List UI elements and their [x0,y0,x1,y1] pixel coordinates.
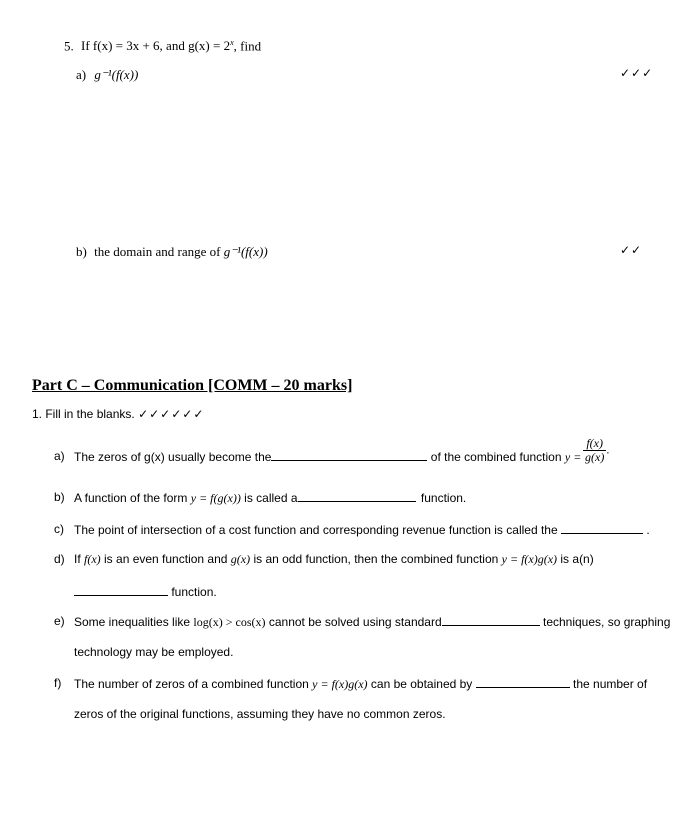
exponent: x [230,38,234,47]
item-b-eq: y = f(g(x)) [190,491,241,505]
fraction-numerator: f(x) [583,437,606,451]
item-e-mid: cannot be solved using standard [268,615,442,629]
question-stem-text: If f(x) = 3x + 6, and g(x) = 2 [81,38,231,54]
blank-f[interactable] [476,676,570,688]
part-text: the domain and range of [94,244,221,259]
item-a-eq: y = [564,450,582,464]
item-e [74,614,670,630]
item-b-mid: is called a [244,491,298,505]
item-b-post: function. [420,491,467,505]
item-e-label: e) [54,614,65,628]
item-a-pre: The zeros of g(x) usually become the [74,450,272,464]
question-1-text: 1. Fill in the blanks. [32,407,135,421]
item-c-end: . [646,523,650,537]
item-d [74,552,594,567]
marks-ticks-5a: ✓✓✓ [620,66,654,80]
question-5b [76,244,268,260]
marks-ticks-5b: ✓✓ [620,243,643,257]
item-d-mid2: is an odd function, then the combined function [253,552,499,566]
item-c-label: c) [54,522,64,536]
question-5-stem [64,38,261,54]
item-d-line2 [74,584,217,599]
blank-a[interactable] [271,449,427,461]
question-1-label [32,407,204,421]
item-d-line2-text: function. [171,585,217,599]
part-label: b) [76,244,87,259]
item-d-pre: If [74,552,81,566]
item-a [74,449,581,465]
item-e-line2: technology may be employed. [74,645,234,659]
item-f-eq: y = f(x)g(x) [312,677,368,691]
item-c [74,522,650,537]
part-label: a) [76,67,87,82]
fraction-denominator: g(x) [585,450,605,464]
item-b-pre: A function of the form [74,491,188,505]
part-expression: g⁻¹(f(x)) [94,67,139,82]
item-b-label: b) [54,490,65,504]
item-f-post: the number of [573,677,648,691]
item-d-mid1: is an even function and [104,552,228,566]
item-f-mid: can be obtained by [370,677,473,691]
item-e-pre: Some inequalities like [74,615,191,629]
blank-d[interactable] [74,584,168,596]
item-d-eq: y = f(x)g(x) [501,552,558,566]
period: . [606,442,610,457]
question-number: 5. [64,38,74,54]
item-f-pre: The number of zeros of a combined function [74,677,309,691]
item-f-line2: zeros of the original functions, assuming they have no common zeros. [74,707,446,721]
item-d-fx: f(x) [84,552,101,566]
item-c-pre: The point of intersection of a cost function and corresponding revenue function is called the [74,523,558,537]
item-d-label: d) [54,552,65,566]
item-d-gx: g(x) [230,552,251,566]
item-d-end: is a(n) [560,552,594,566]
marks-ticks-c1: ✓✓✓✓✓✓ [138,407,205,421]
item-e-ineq: log(x) > cos(x) [193,615,266,629]
question-5a [76,67,138,83]
item-f [74,676,647,692]
item-a-label: a) [54,449,65,463]
blank-c[interactable] [561,522,643,534]
item-a-post: of the combined function [430,450,562,464]
blank-b[interactable] [298,490,416,502]
part-expression: g⁻¹(f(x)) [223,244,268,259]
item-f-label: f) [54,676,62,690]
fraction-f-over-g [581,437,609,464]
blank-e[interactable] [442,614,540,626]
section-title: Part C – Communication [COMM – 20 marks] [32,377,353,394]
question-stem-end: , find [233,38,262,54]
item-b [74,490,466,506]
item-e-post: techniques, so graphing [542,615,671,629]
